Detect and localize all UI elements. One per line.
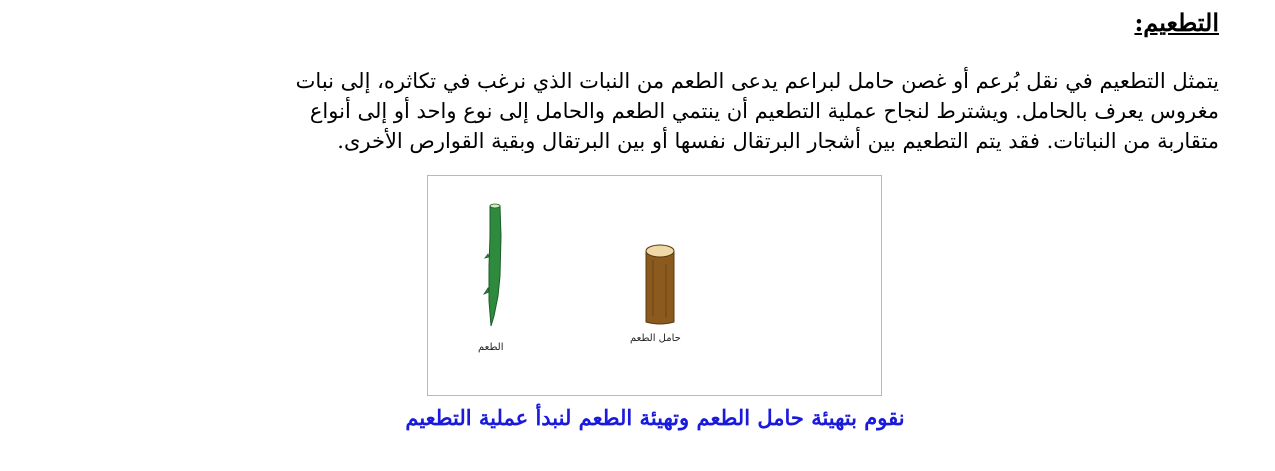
illustration-drawing (428, 176, 883, 397)
body-paragraph (89, 66, 1219, 156)
paragraph-line: متقاربة من النباتات. فقد يتم التطعيم بين أشجار البرتقال نفسها أو بين البرتقال وبقية القوارص الأخرى. (337, 129, 1219, 153)
scion-label: الطعم (478, 342, 504, 353)
rootstock-icon (646, 245, 674, 324)
figure-caption: نقوم بتهيئة حامل الطعم وتهيئة الطعم لنبدأ عملية التطعيم (405, 405, 905, 430)
scion-icon (484, 204, 501, 326)
rootstock-label: حامل الطعم (630, 333, 681, 344)
grafting-illustration (427, 175, 882, 396)
paragraph-line: مغروس يعرف بالحامل. ويشترط لنجاح عملية التطعيم أن ينتمي الطعم والحامل إلى نوع واحد أو إلى أنواع (309, 99, 1219, 123)
paragraph-line: يتمثل التطعيم في نقل بُرعم أو غصن حامل لبراعم يدعى الطعم من النبات الذي نرغب في تكاثره، إلى نبات (295, 69, 1219, 93)
section-heading: التطعيم: (1134, 8, 1219, 37)
